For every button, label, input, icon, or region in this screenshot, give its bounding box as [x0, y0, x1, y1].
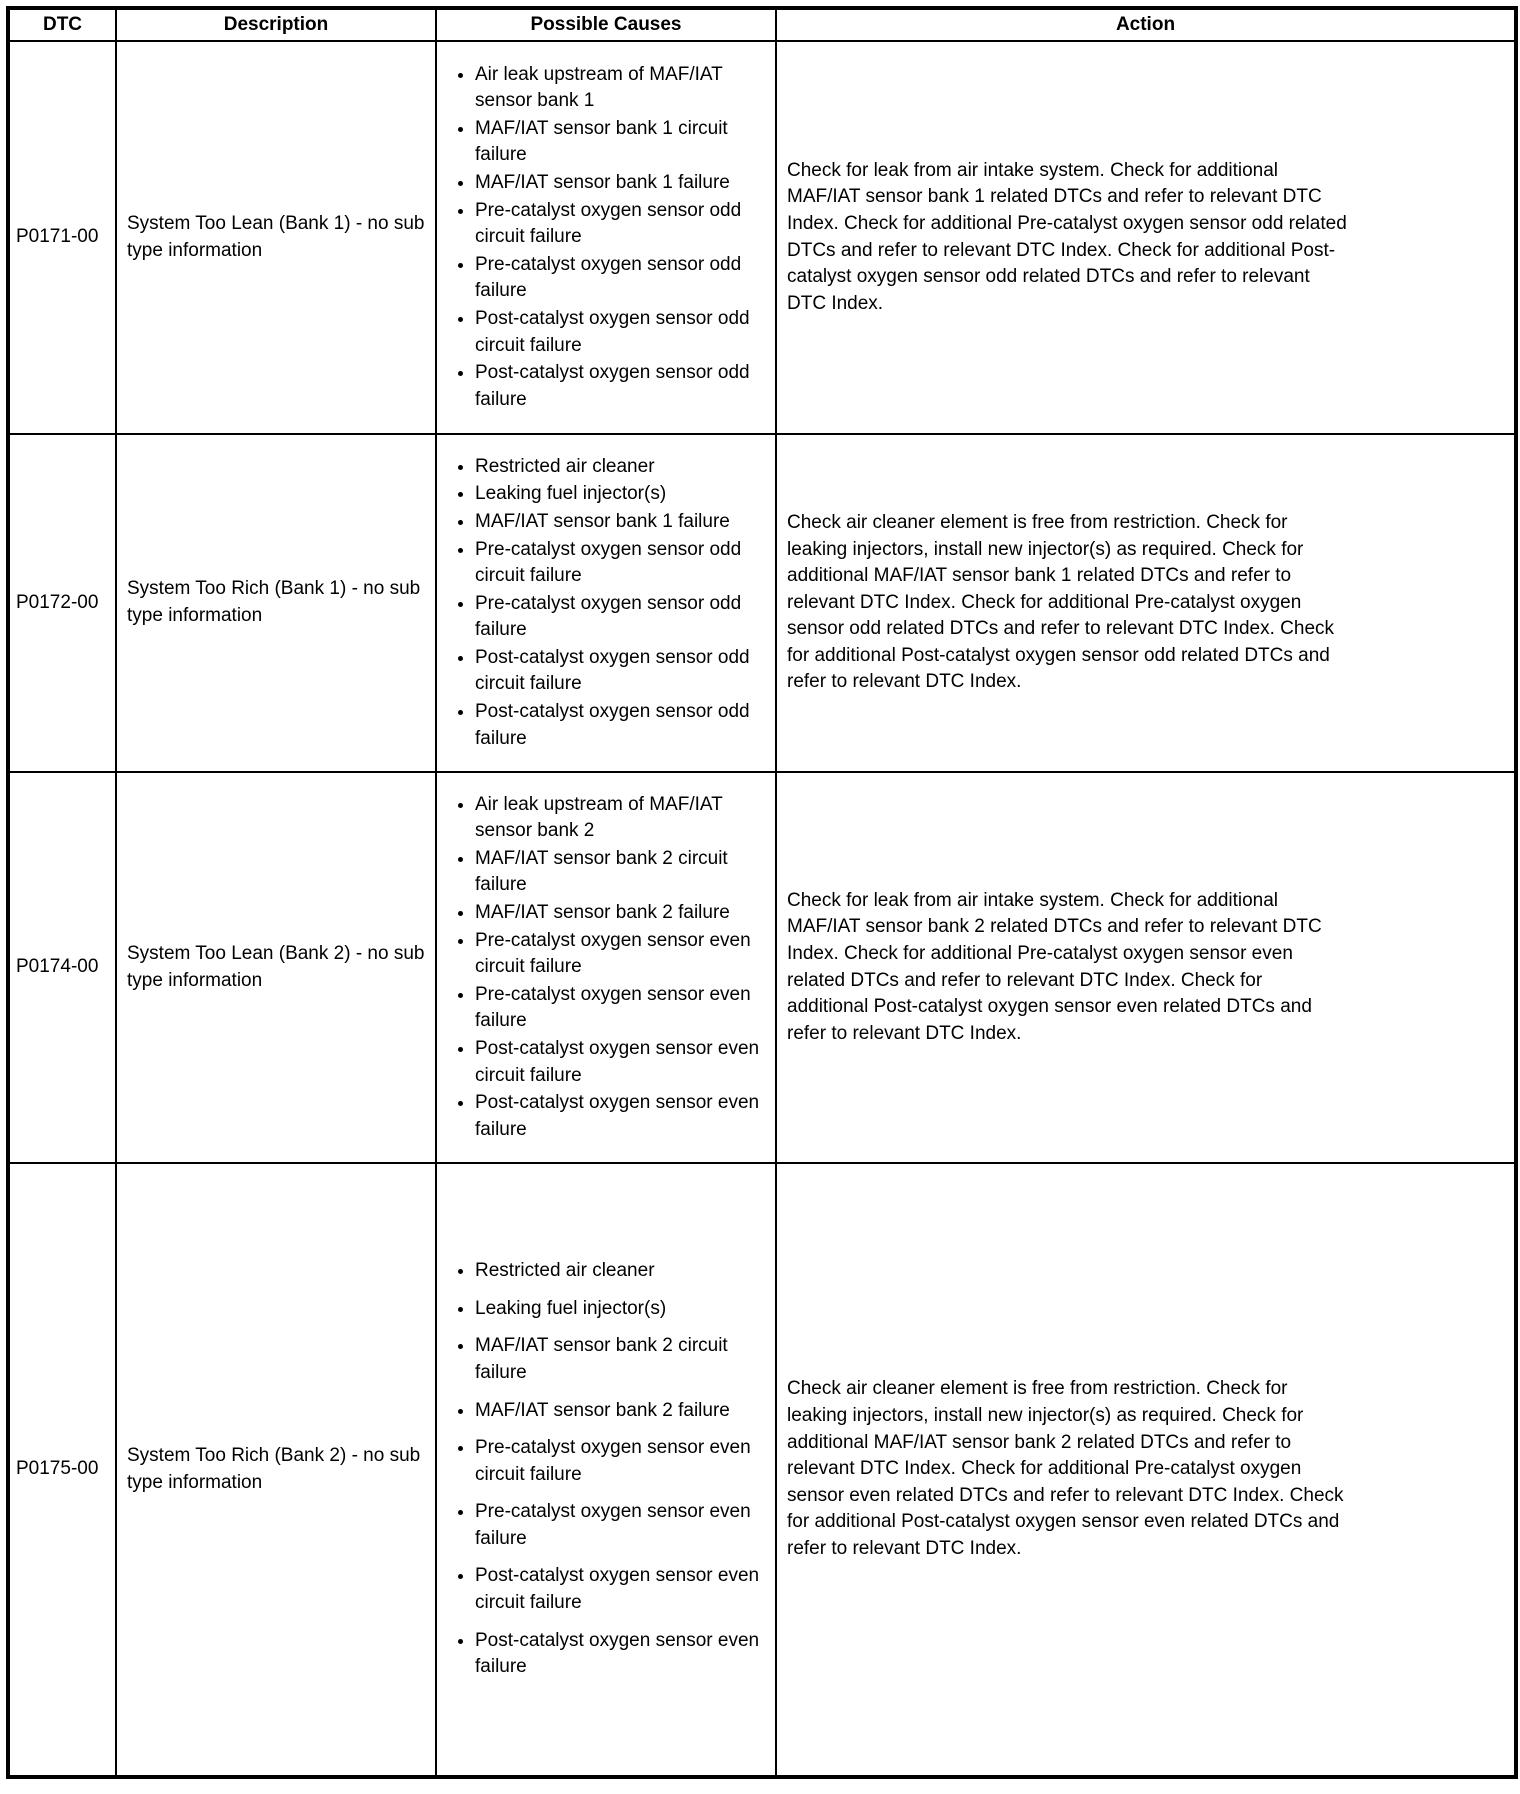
action-text: Check air cleaner element is free from restriction. Check for leaking injectors, install new injector(s) as required. Check for additional MAF/IAT sensor bank 1 related DTCs and refer to relevant DTC Index. Check for additional Pre-catalyst oxygen sensor odd related DTCs and refer to relevant DTC Index. Check for additional Post-catalyst oxygen sensor odd related DTCs and refer to relevant DTC Index. — [787, 511, 1335, 693]
cause-item: • Post-catalyst oxygen sensor even failure — [475, 1628, 771, 1681]
cause-item: • Pre-catalyst oxygen sensor odd failure — [475, 252, 771, 305]
cause-item: • Pre-catalyst oxygen sensor odd circuit failure — [475, 537, 771, 590]
table-row — [8, 1163, 1516, 1777]
dtc-table — [6, 6, 1518, 1779]
action-cell — [776, 434, 1516, 772]
cause-item: • Post-catalyst oxygen sensor odd failure — [475, 699, 771, 752]
cause-item: • Leaking fuel injector(s) — [475, 481, 771, 508]
cause-item: • Pre-catalyst oxygen sensor even circuit failure — [475, 928, 771, 981]
causes-cell — [436, 772, 776, 1163]
cause-item: • Post-catalyst oxygen sensor odd circuit failure — [475, 645, 771, 698]
causes-cell — [436, 41, 776, 434]
cause-item: • Air leak upstream of MAF/IAT sensor bank 2 — [475, 792, 771, 845]
causes-list — [445, 1258, 771, 1681]
column-header-action: Action — [776, 8, 1516, 41]
cause-item: • MAF/IAT sensor bank 1 failure — [475, 170, 771, 197]
column-header-description: Description — [116, 8, 436, 41]
description-cell: System Too Rich (Bank 1) - no sub type information — [116, 434, 436, 772]
cause-item: • Pre-catalyst oxygen sensor odd failure — [475, 591, 771, 644]
causes-list — [445, 454, 771, 753]
cause-item: • Pre-catalyst oxygen sensor even failure — [475, 982, 771, 1035]
cause-item: • Restricted air cleaner — [475, 454, 771, 481]
cause-item: • MAF/IAT sensor bank 2 failure — [475, 900, 771, 927]
action-cell — [776, 41, 1516, 434]
column-header-dtc: DTC — [8, 8, 116, 41]
cause-item: • MAF/IAT sensor bank 2 circuit failure — [475, 1333, 771, 1386]
cause-item: • Air leak upstream of MAF/IAT sensor bank 1 — [475, 62, 771, 115]
action-text: Check for leak from air intake system. Check for additional MAF/IAT sensor bank 2 related DTCs and refer to relevant DTC Index. Check for additional Pre-catalyst oxygen sensor even related DTCs and refer to relevant DTC Index. Check for additional Post-catalyst oxygen sensor even related DTCs and refer to relevant DTC Index. — [787, 889, 1322, 1044]
cause-item: • Post-catalyst oxygen sensor odd failure — [475, 360, 771, 413]
cause-item: • MAF/IAT sensor bank 2 circuit failure — [475, 846, 771, 899]
cause-item: • Pre-catalyst oxygen sensor even circuit failure — [475, 1435, 771, 1488]
cause-item: • MAF/IAT sensor bank 2 failure — [475, 1398, 771, 1425]
causes-list — [445, 792, 771, 1144]
cause-item: • MAF/IAT sensor bank 1 failure — [475, 509, 771, 536]
cause-item: • Leaking fuel injector(s) — [475, 1296, 771, 1323]
header-row — [8, 8, 1516, 41]
column-header-possible-causes: Possible Causes — [436, 8, 776, 41]
table-row — [8, 772, 1516, 1163]
action-text: Check for leak from air intake system. Check for additional MAF/IAT sensor bank 1 related DTCs and refer to relevant DTC Index. Check for additional Pre-catalyst oxygen sensor odd related DTCs and refer to relevant DTC Index. Check for additional Post-catalyst oxygen sensor odd related DTCs and refer to relevant DTC Index. — [787, 159, 1347, 314]
cause-item: • Pre-catalyst oxygen sensor odd circuit failure — [475, 198, 771, 251]
causes-cell — [436, 1163, 776, 1777]
dtc-cell: P0172-00 — [8, 434, 116, 772]
dtc-cell: P0174-00 — [8, 772, 116, 1163]
table-row — [8, 434, 1516, 772]
action-text: Check air cleaner element is free from restriction. Check for leaking injectors, install new injector(s) as required. Check for additional MAF/IAT sensor bank 2 related DTCs and refer to relevant DTC Index. Check for additional Pre-catalyst oxygen sensor even related DTCs and refer to relevant DTC Index. Check for additional Post-catalyst oxygen sensor even related DTCs and refer to relevant DTC Index. — [787, 1378, 1344, 1559]
dtc-cell: P0175-00 — [8, 1163, 116, 1777]
causes-cell — [436, 434, 776, 772]
causes-list — [445, 62, 771, 414]
cause-item: • Pre-catalyst oxygen sensor even failure — [475, 1499, 771, 1552]
description-cell: System Too Lean (Bank 1) - no sub type information — [116, 41, 436, 434]
cause-item: • Restricted air cleaner — [475, 1258, 771, 1285]
cause-item: • Post-catalyst oxygen sensor even circuit failure — [475, 1563, 771, 1616]
cause-item: • Post-catalyst oxygen sensor even circuit failure — [475, 1036, 771, 1089]
cause-item: • MAF/IAT sensor bank 1 circuit failure — [475, 116, 771, 169]
action-cell — [776, 772, 1516, 1163]
action-cell — [776, 1163, 1516, 1777]
description-cell: System Too Lean (Bank 2) - no sub type information — [116, 772, 436, 1163]
cause-item: • Post-catalyst oxygen sensor odd circuit failure — [475, 306, 771, 359]
description-cell: System Too Rich (Bank 2) - no sub type information — [116, 1163, 436, 1777]
dtc-cell: P0171-00 — [8, 41, 116, 434]
cause-item: • Post-catalyst oxygen sensor even failure — [475, 1090, 771, 1143]
table-row — [8, 41, 1516, 434]
